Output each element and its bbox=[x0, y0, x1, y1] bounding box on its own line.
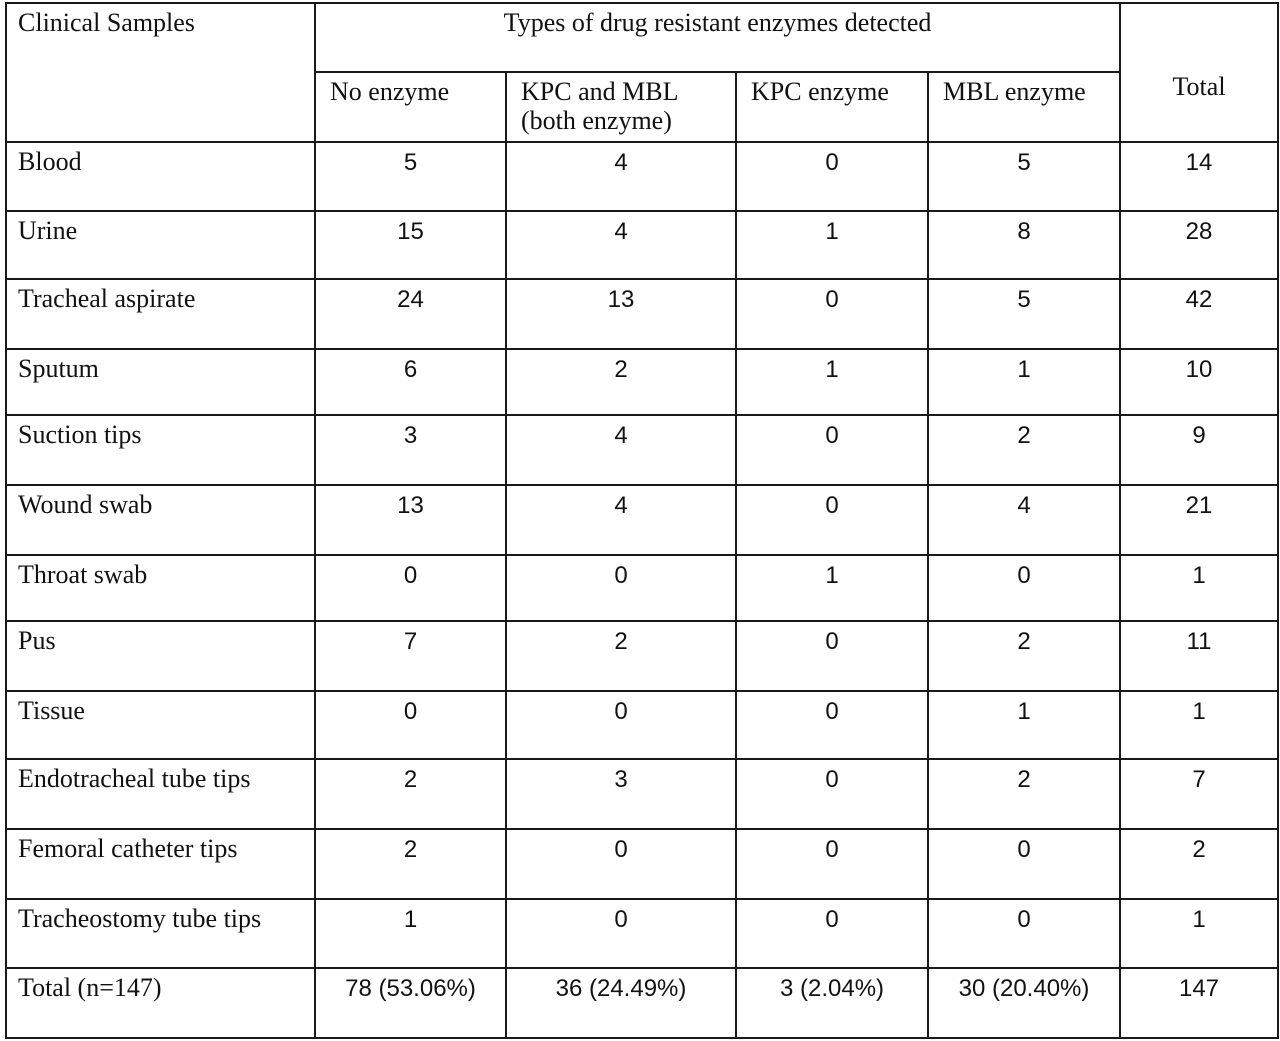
cell-no-enzyme: 0 bbox=[315, 691, 506, 759]
cell-no-enzyme: 6 bbox=[315, 349, 506, 415]
cell-total: 28 bbox=[1120, 211, 1278, 279]
cell-kpc: 0 bbox=[736, 485, 928, 555]
header-enzyme-group: Types of drug resistant enzymes detected bbox=[315, 3, 1120, 72]
table-row bbox=[6, 829, 1278, 899]
sample-name-cell: Sputum bbox=[6, 349, 315, 415]
cell-total: 21 bbox=[1120, 485, 1278, 555]
cell-kpc-mbl: 2 bbox=[506, 621, 736, 691]
table-row bbox=[6, 759, 1278, 829]
sample-name-cell: Suction tips bbox=[6, 415, 315, 485]
cell-kpc: 1 bbox=[736, 349, 928, 415]
cell-total: 42 bbox=[1120, 279, 1278, 349]
table-row bbox=[6, 691, 1278, 759]
total-row-label: Total (n=147) bbox=[6, 968, 315, 1038]
cell-total: 2 bbox=[1120, 829, 1278, 899]
cell-no-enzyme: 5 bbox=[315, 142, 506, 211]
cell-kpc-mbl: 4 bbox=[506, 142, 736, 211]
cell-no-enzyme: 78 (53.06%) bbox=[315, 968, 506, 1038]
cell-mbl: 2 bbox=[928, 759, 1120, 829]
cell-total: 11 bbox=[1120, 621, 1278, 691]
total-row bbox=[6, 968, 1278, 1038]
sample-name-cell: Urine bbox=[6, 211, 315, 279]
cell-kpc: 1 bbox=[736, 211, 928, 279]
cell-total: 147 bbox=[1120, 968, 1278, 1038]
cell-total: 1 bbox=[1120, 555, 1278, 621]
table-row bbox=[6, 349, 1278, 415]
cell-no-enzyme: 24 bbox=[315, 279, 506, 349]
cell-kpc-mbl: 4 bbox=[506, 485, 736, 555]
cell-no-enzyme: 1 bbox=[315, 899, 506, 968]
cell-kpc: 0 bbox=[736, 829, 928, 899]
sample-name-cell: Wound swab bbox=[6, 485, 315, 555]
cell-mbl: 5 bbox=[928, 279, 1120, 349]
cell-kpc: 0 bbox=[736, 691, 928, 759]
cell-kpc-mbl: 0 bbox=[506, 691, 736, 759]
cell-total: 14 bbox=[1120, 142, 1278, 211]
cell-kpc: 0 bbox=[736, 621, 928, 691]
cell-total: 9 bbox=[1120, 415, 1278, 485]
cell-kpc-mbl: 4 bbox=[506, 211, 736, 279]
header-row-1 bbox=[6, 3, 1278, 72]
cell-mbl: 5 bbox=[928, 142, 1120, 211]
header-clinical-samples: Clinical Samples bbox=[6, 3, 315, 142]
cell-mbl: 2 bbox=[928, 621, 1120, 691]
cell-total: 1 bbox=[1120, 691, 1278, 759]
table-body bbox=[6, 3, 1278, 1038]
table-row bbox=[6, 211, 1278, 279]
cell-kpc-mbl: 3 bbox=[506, 759, 736, 829]
cell-no-enzyme: 15 bbox=[315, 211, 506, 279]
cell-kpc-mbl: 0 bbox=[506, 899, 736, 968]
header-kpc-and-mbl-line1: KPC and MBL bbox=[521, 77, 679, 106]
sample-name-cell: Femoral catheter tips bbox=[6, 829, 315, 899]
cell-kpc-mbl: 2 bbox=[506, 349, 736, 415]
sample-name-cell: Blood bbox=[6, 142, 315, 211]
table-row bbox=[6, 485, 1278, 555]
header-total bbox=[1120, 3, 1278, 142]
table-row bbox=[6, 279, 1278, 349]
cell-mbl: 2 bbox=[928, 415, 1120, 485]
enzyme-results-table bbox=[5, 2, 1279, 1039]
cell-no-enzyme: 2 bbox=[315, 829, 506, 899]
cell-kpc: 0 bbox=[736, 279, 928, 349]
cell-kpc-mbl: 0 bbox=[506, 829, 736, 899]
cell-kpc-mbl: 13 bbox=[506, 279, 736, 349]
cell-kpc: 1 bbox=[736, 555, 928, 621]
header-kpc-and-mbl-line2: (both enzyme) bbox=[521, 106, 672, 135]
cell-no-enzyme: 3 bbox=[315, 415, 506, 485]
cell-kpc-mbl: 36 (24.49%) bbox=[506, 968, 736, 1038]
cell-no-enzyme: 2 bbox=[315, 759, 506, 829]
cell-mbl: 1 bbox=[928, 691, 1120, 759]
header-no-enzyme bbox=[315, 72, 506, 142]
sample-name-cell: Tracheal aspirate bbox=[6, 279, 315, 349]
cell-mbl: 0 bbox=[928, 829, 1120, 899]
cell-total: 7 bbox=[1120, 759, 1278, 829]
header-kpc-enzyme bbox=[736, 72, 928, 142]
table-row bbox=[6, 899, 1278, 968]
header-mbl-enzyme-line1: MBL enzyme bbox=[943, 77, 1086, 106]
cell-mbl: 0 bbox=[928, 899, 1120, 968]
cell-no-enzyme: 13 bbox=[315, 485, 506, 555]
sample-name-cell: Pus bbox=[6, 621, 315, 691]
header-no-enzyme-line1: No enzyme bbox=[330, 77, 450, 106]
cell-no-enzyme: 7 bbox=[315, 621, 506, 691]
cell-no-enzyme: 0 bbox=[315, 555, 506, 621]
cell-mbl: 4 bbox=[928, 485, 1120, 555]
cell-kpc: 0 bbox=[736, 759, 928, 829]
table-row bbox=[6, 415, 1278, 485]
cell-kpc: 0 bbox=[736, 142, 928, 211]
sample-name-cell: Throat swab bbox=[6, 555, 315, 621]
header-total-label: Total bbox=[1172, 72, 1226, 101]
cell-mbl: 0 bbox=[928, 555, 1120, 621]
cell-total: 10 bbox=[1120, 349, 1278, 415]
cell-kpc: 0 bbox=[736, 415, 928, 485]
table-row bbox=[6, 142, 1278, 211]
header-kpc-enzyme-line1: KPC enzyme bbox=[751, 77, 889, 106]
table-row bbox=[6, 621, 1278, 691]
cell-kpc: 3 (2.04%) bbox=[736, 968, 928, 1038]
sample-name-cell: Endotracheal tube tips bbox=[6, 759, 315, 829]
table-row bbox=[6, 555, 1278, 621]
sample-name-cell: Tissue bbox=[6, 691, 315, 759]
header-kpc-and-mbl bbox=[506, 72, 736, 142]
cell-kpc-mbl: 0 bbox=[506, 555, 736, 621]
sample-name-cell: Tracheostomy tube tips bbox=[6, 899, 315, 968]
cell-total: 1 bbox=[1120, 899, 1278, 968]
cell-mbl: 1 bbox=[928, 349, 1120, 415]
cell-kpc: 0 bbox=[736, 899, 928, 968]
cell-kpc-mbl: 4 bbox=[506, 415, 736, 485]
header-mbl-enzyme bbox=[928, 72, 1120, 142]
cell-mbl: 8 bbox=[928, 211, 1120, 279]
cell-mbl: 30 (20.40%) bbox=[928, 968, 1120, 1038]
